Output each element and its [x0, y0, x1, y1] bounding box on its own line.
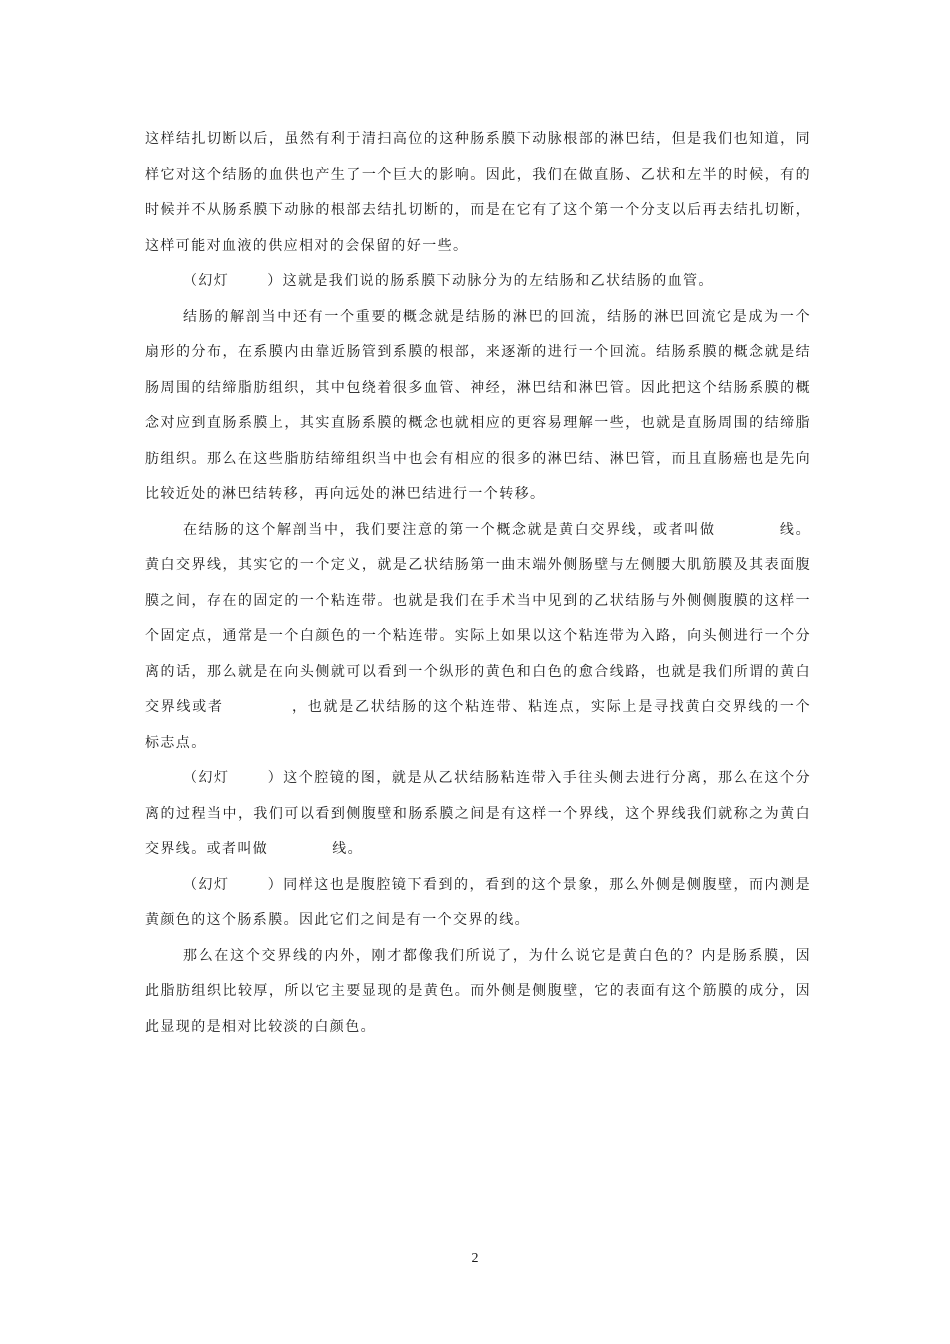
page-number: 2 [471, 1251, 479, 1266]
paragraph-4 [145, 513, 811, 762]
paragraph-2-slide-caption [145, 264, 811, 300]
blank-term-1 [716, 513, 780, 549]
paragraph-6-slide-caption [145, 868, 811, 939]
slide-prefix: （幻灯 [183, 273, 230, 289]
slide-caption-text: ）同样这也是腹腔镜下看到的，看到的这个景象，那么外侧是侧腹壁，而内测是黄颜色的这个肠系膜。因此它们之间是有一个交界的线。 [145, 876, 812, 928]
slide-prefix: （幻灯 [183, 876, 230, 893]
paragraph-4-part-1: 在结肠的这个解剖当中，我们要注意的第一个概念就是黄白交界线，或者叫做 [183, 521, 716, 538]
paragraph-5-part-1: ）这个腔镜的图，就是从乙状结肠粘连带入手往头侧去进行分离，那么在这个分离的过程当中，我们可以看到侧腹壁和肠系膜之间是有这样一个界线，这个界线我们就称之为黄白交界线。或者叫做 [145, 770, 812, 857]
slide-prefix: （幻灯 [183, 770, 230, 786]
slide-number-blank [230, 761, 268, 797]
paragraph-3: 结肠的解剖当中还有一个重要的概念就是结肠的淋巴的回流，结肠的淋巴回流它是成为一个扇形的分布，在系膜内由靠近肠管到系膜的根部，来逐渐的进行一个回流。结肠系膜的概念就是结肠周围的结缔脂肪组织，其中包绕着很多血管、神经，淋巴结和淋巴管。因此把这个结肠系膜的概念对应到直肠系膜上，其实直肠系膜的概念也就相应的更容易理解一些，也就是直肠周围的结缔脂肪组织。那么在这些脂肪结缔组织当中也会有相应的很多的淋巴结、淋巴管，而且直肠癌也是先向比较近处的淋巴结转移，再向远处的淋巴结进行一个转移。 [145, 308, 811, 502]
blank-term-3 [268, 832, 332, 868]
slide-number-blank [230, 868, 268, 904]
blank-term-2 [224, 690, 292, 726]
paragraph-5-slide-caption [145, 761, 811, 868]
paragraph-4-part-3: ，也就是乙状结肠的这个粘连带、粘连点，实际上是寻找黄白交界线的一个标志点。 [145, 699, 811, 751]
slide-number-blank [229, 264, 267, 300]
paragraph-5-part-2: 线。 [332, 841, 364, 857]
paragraph-7: 那么在这个交界线的内外，刚才都像我们所说了，为什么说它是黄白色的？内是肠系膜，因此脂肪组织比较厚，所以它主要显现的是黄色。而外侧是侧腹壁，它的表面有这个筋膜的成分，因此显现的是相对比较淡的白颜色。 [145, 947, 811, 1035]
paragraph-4-part-2: 线。黄白交界线，其实它的一个定义，就是乙状结肠第一曲末端外侧肠壁与左侧腰大肌筋膜及其表面腹膜之间，存在的固定的一个粘连带。也就是我们在手术当中见到的乙状结肠与外侧侧腹膜的这样一个固定点，通常是一个白颜色的一个粘连带。实际上如果以这个粘连带为入路，向头侧进行一个分离的话，那么就是在向头侧就可以看到一个纵形的黄色和白色的愈合线路，也就是我们所谓的黄白交界线或者 [145, 521, 811, 715]
paragraph-1: 这样结扎切断以后，虽然有利于清扫高位的这种肠系膜下动脉根部的淋巴结，但是我们也知道，同样它对这个结肠的血供也产生了一个巨大的影响。因此，我们在做直肠、乙状和左半的时候，有的时候并不从肠系膜下动脉的根部去结扎切断的，而是在它有了这个第一个分支以后再去结扎切断，这样可能对血液的供应相对的会保留的好一些。 [145, 131, 811, 254]
document-body [145, 122, 811, 1045]
slide-caption-text: ）这就是我们说的肠系膜下动脉分为的左结肠和乙状结肠的血管。 [267, 273, 714, 289]
